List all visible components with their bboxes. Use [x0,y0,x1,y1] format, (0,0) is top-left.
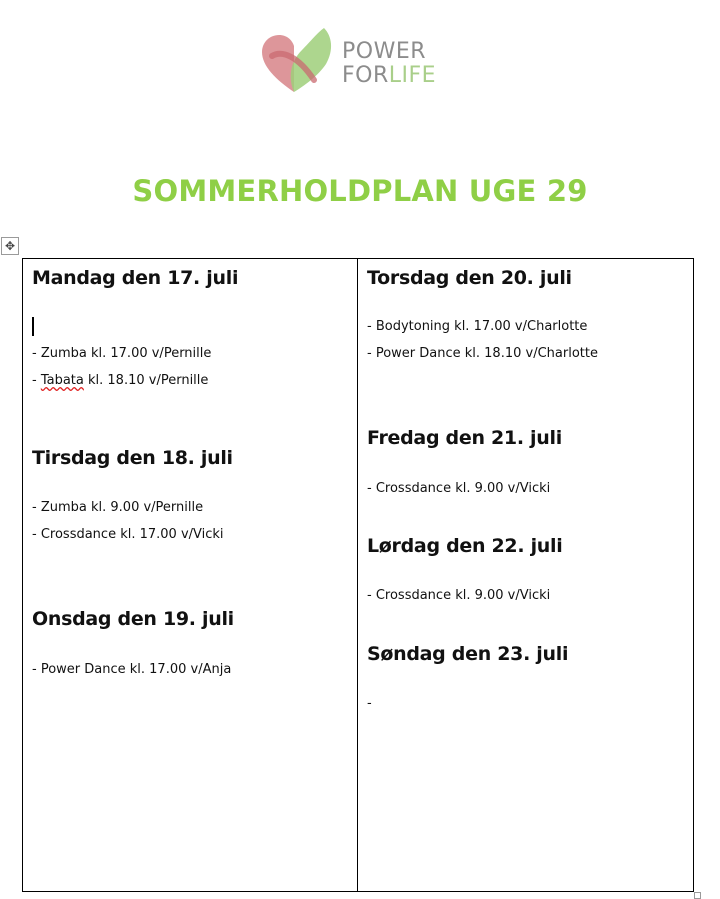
class-item: - Zumba kl. 9.00 v/Pernille [32,500,204,515]
spellcheck-word: Tabata [40,373,84,388]
day-heading-fredag: Fredag den 21. juli [367,427,562,449]
heart-logo-icon [258,22,336,100]
logo-wordmark [342,40,436,88]
class-item: - Crossdance kl. 9.00 v/Vicki [367,481,551,496]
page-title: SOMMERHOLDPLAN UGE 29 [132,174,588,208]
day-heading-tirsdag: Tirsdag den 18. juli [32,447,233,469]
logo-line-2-for: FOR [342,63,389,88]
class-item: - Crossdance kl. 17.00 v/Vicki [32,527,224,542]
schedule-column-left[interactable] [23,259,358,891]
day-heading-onsdag: Onsdag den 19. juli [32,608,234,630]
text-cursor [32,317,34,336]
schedule-table [22,258,694,892]
class-item: - Crossdance kl. 9.00 v/Vicki [367,588,551,603]
class-item: - Tabata kl. 18.10 v/Pernille [32,373,209,388]
day-heading-loerdag: Lørdag den 22. juli [367,535,563,557]
move-arrows-icon[interactable]: ✥ [1,237,19,255]
logo-line-2 [342,64,436,88]
logo-line-1: POWER [342,39,427,64]
class-item: - Power Dance kl. 17.00 v/Anja [32,662,232,677]
class-item: - Bodytoning kl. 17.00 v/Charlotte [367,319,588,334]
schedule-column-right[interactable] [358,259,693,891]
day-heading-soendag: Søndag den 23. juli [367,643,569,665]
day-heading-mandag: Mandag den 17. juli [32,267,239,289]
day-heading-torsdag: Torsdag den 20. juli [367,267,572,289]
class-item: - Power Dance kl. 18.10 v/Charlotte [367,346,598,361]
table-resize-handle[interactable] [694,892,701,899]
class-item: - [367,696,372,711]
class-item: - Zumba kl. 17.00 v/Pernille [32,346,212,361]
power-for-life-logo [258,22,458,102]
logo-line-2-life: LIFE [388,63,437,88]
